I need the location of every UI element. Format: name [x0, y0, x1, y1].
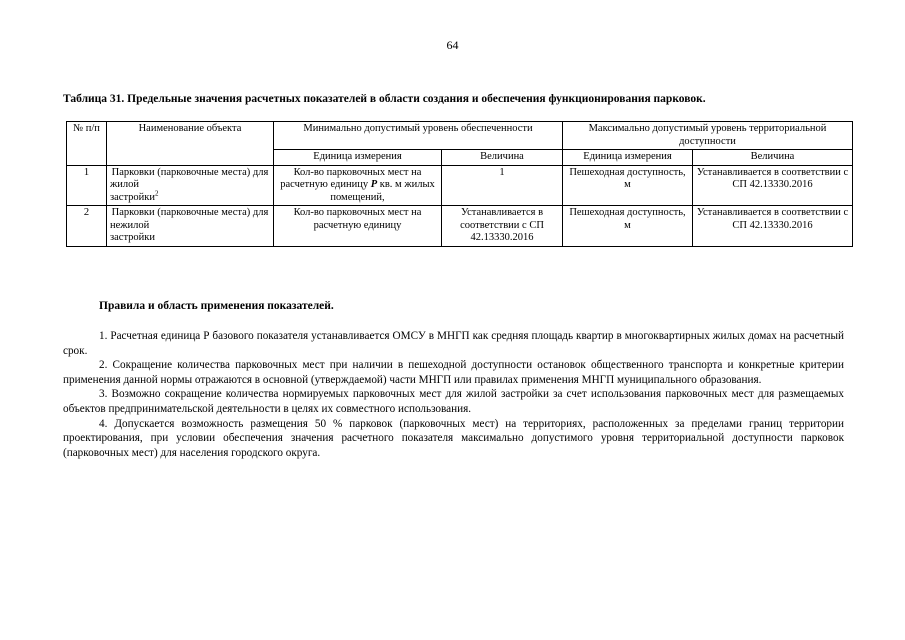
header-max-accessibility: Максимально допустимый уровень территориальной доступности — [563, 122, 853, 150]
header-max-unit: Единица измерения — [563, 150, 693, 166]
rules-section — [63, 329, 844, 460]
row-min-value: 1 — [442, 165, 563, 206]
row-min-unit: Кол-во парковочных мест на расчетную единицу — [274, 206, 442, 247]
row-max-value: Устанавливается в соответствии с СП 42.13330.2016 — [693, 165, 853, 206]
row-object-name — [107, 165, 274, 206]
row-min-unit-text: Кол-во парковочных мест на расчетную единицу — [280, 166, 422, 190]
row-max-unit: Пешеходная доступность, м — [563, 206, 693, 247]
row-min-unit-text-end: кв. м жилых помещений, — [330, 179, 435, 203]
header-max-value: Величина — [693, 150, 853, 166]
row-object-name-text: Парковки (парковочные места) для нежилой — [110, 207, 269, 231]
rule-paragraph: 3. Возможно сокращение количества нормируемых парковочных мест для жилой застройки за счет использования парковочных мест для размещаемых объектов предпринимательской деятельности в целях их совместного использования. — [63, 388, 844, 415]
rule-paragraph: 4. Допускается возможность размещения 50 % парковок (парковочных мест) на территориях, расположенных за пределами границ территории проектирования, при условии обеспечения значения расчетного показателя максимально допустимого уровня территориальной доступности парковок (парковочных мест) для населения городского округа. — [63, 417, 844, 459]
row-object-name-text: Парковки (парковочные места) для жилой — [110, 166, 269, 190]
row-object-name — [107, 206, 274, 247]
row-max-value: Устанавливается в соответствии с СП 42.13330.2016 — [693, 206, 853, 247]
header-min-unit: Единица измерения — [274, 150, 442, 166]
footnote-marker: 2 — [155, 189, 159, 197]
row-min-value: Устанавливается в соответствии с СП 42.13330.2016 — [442, 206, 563, 247]
parking-indicators-table — [66, 121, 853, 247]
rule-paragraph: 2. Сокращение количества парковочных мест при наличии в пешеходной доступности остановок общественного транспорта и конкретные критерии применения данной нормы отражаются в основной (утверждаемой) части МНГП или правилах применения МНГП муниципального образования. — [63, 359, 844, 386]
table-title: Таблица 31. Предельные значения расчетных показателей в области создания и обеспечения функционирования парковок. — [63, 93, 706, 105]
header-number: № п/п — [67, 122, 107, 166]
row-number: 1 — [67, 165, 107, 206]
rules-heading: Правила и область применения показателей. — [99, 300, 334, 312]
row-max-unit: Пешеходная доступность, м — [563, 165, 693, 206]
row-object-name-end: застройки — [110, 232, 156, 243]
header-min-value: Величина — [442, 150, 563, 166]
page-number: 64 — [446, 38, 459, 52]
header-object-name: Наименование объекта — [107, 122, 274, 166]
row-object-name-end: застройки — [110, 191, 156, 203]
header-min-provision: Минимально допустимый уровень обеспеченности — [274, 122, 563, 150]
table-row — [67, 165, 853, 206]
row-min-unit — [274, 165, 442, 206]
row-number: 2 — [67, 206, 107, 247]
table-row — [67, 206, 853, 247]
table-header-row — [67, 122, 853, 150]
rule-paragraph: 1. Расчетная единица Р базового показателя устанавливается ОМСУ в МНГП как средняя площадь квартир в многоквартирных жилых домах на расчетный срок. — [63, 330, 844, 357]
row-min-unit-variable: Р — [370, 179, 378, 190]
